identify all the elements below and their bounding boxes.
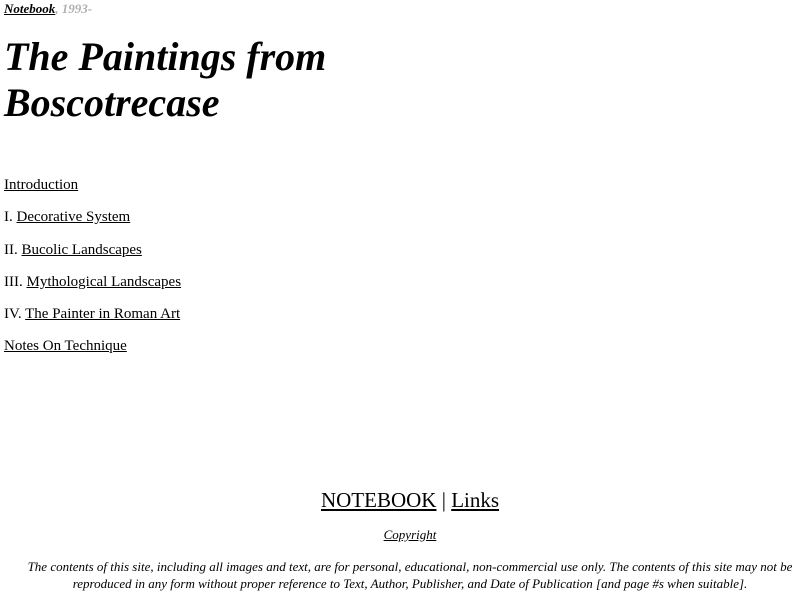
notes-on-technique-link[interactable]: Notes On Technique — [4, 338, 127, 355]
toc-numeral: I. — [4, 209, 13, 226]
footer-navigation — [0, 488, 800, 513]
page-title-line-1: The Paintings from — [4, 34, 327, 79]
toc-numeral: III. — [4, 273, 23, 290]
mythological-landscapes-link[interactable]: Mythological Landscapes — [26, 273, 182, 290]
copyright-link[interactable]: Copyright — [383, 527, 437, 542]
bucolic-landscapes-link[interactable]: Bucolic Landscapes — [21, 241, 142, 258]
toc-item — [4, 208, 181, 240]
toc-item — [4, 273, 181, 305]
page-title-line-2: Boscotrecase — [4, 80, 220, 125]
copyright-line — [0, 527, 800, 543]
page-title — [4, 34, 326, 126]
masthead — [4, 1, 92, 17]
painter-in-roman-art-link[interactable]: The Painter in Roman Art — [25, 306, 181, 323]
masthead-years: , 1993- — [55, 1, 93, 16]
notebook-masthead-link[interactable]: Notebook — [4, 1, 56, 16]
toc-item-notes — [4, 337, 181, 369]
decorative-system-link[interactable]: Decorative System — [16, 209, 131, 226]
links-page-link[interactable]: Links — [451, 488, 500, 512]
footer-separator: | — [441, 488, 446, 512]
table-of-contents — [4, 176, 181, 370]
toc-item — [4, 305, 181, 337]
introduction-link[interactable]: Introduction — [4, 177, 79, 193]
toc-item — [4, 241, 181, 273]
usage-disclaimer: The contents of this site, including all images and text, are for personal, educational, non-commercial use only. The contents of this site may not be reproduced in any form without proper reference to Text, Author, Publisher, and Date of Publication [and page #s when suitable]. — [27, 559, 793, 591]
toc-item-introduction — [4, 176, 181, 208]
toc-numeral: II. — [4, 241, 18, 258]
toc-numeral: IV. — [4, 306, 22, 323]
notebook-home-link[interactable]: NOTEBOOK — [320, 488, 437, 512]
